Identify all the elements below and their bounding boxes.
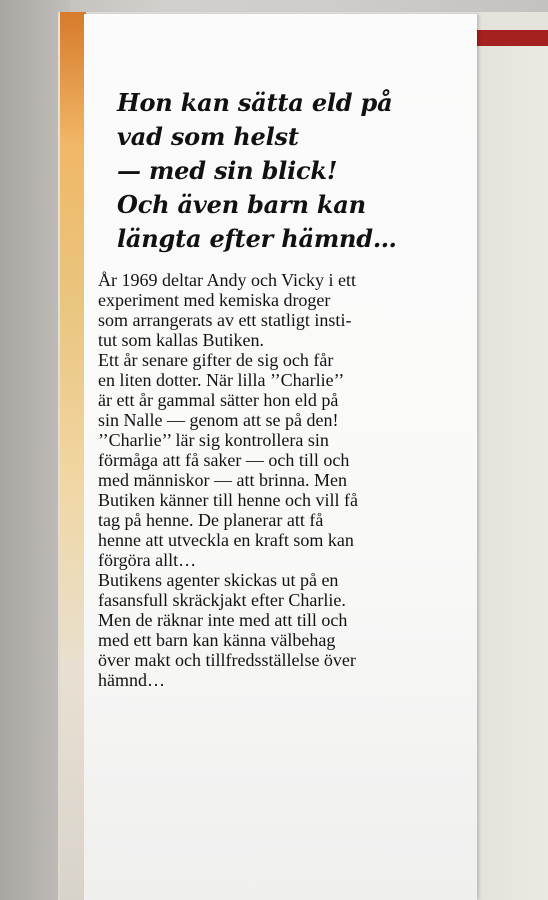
blurb-line: År 1969 deltar Andy och Vicky i ett xyxy=(98,270,357,290)
blurb-line: med ett barn kan känna välbehag xyxy=(98,630,336,650)
blurb-line: är ett år gammal sätter hon eld på xyxy=(98,390,339,410)
blurb-line: som arrangerats av ett statligt insti- xyxy=(98,310,352,330)
book-board-right xyxy=(477,46,548,900)
blurb-line: Butikens agenter skickas ut på en xyxy=(98,570,339,590)
blurb-line: förmåga att få saker — och till och xyxy=(98,450,350,470)
blurb-line: fasansfull skräckjakt efter Charlie. xyxy=(98,590,346,610)
blurb-line: henne att utveckla en kraft som kan xyxy=(98,530,354,550)
blurb-line: över makt och tillfredsställelse över xyxy=(98,650,356,670)
blurb-line: ’’Charlie’’ lär sig kontrollera sin xyxy=(98,430,329,450)
tagline-line-1: Hon kan sätta eld på xyxy=(117,88,393,117)
blurb-line: förgöra allt… xyxy=(98,550,197,570)
blurb-line: Butiken känner till henne och vill få xyxy=(98,490,358,510)
blurb-line: Ett år senare gifter de sig och får xyxy=(98,350,334,370)
tagline-line-3: — med sin blick! xyxy=(117,156,338,185)
blurb-line: Men de räknar inte med att till och xyxy=(98,610,348,630)
blurb-paragraph-4 xyxy=(98,570,432,690)
book-red-edge xyxy=(468,30,548,46)
tagline-line-4: Och även barn kan xyxy=(117,190,366,219)
tagline xyxy=(117,86,467,256)
blurb-text xyxy=(98,270,432,690)
blurb-line: experiment med kemiska droger xyxy=(98,290,331,310)
blurb-line: tag på henne. De planerar att få xyxy=(98,510,324,530)
blurb-line: med människor — att brinna. Men xyxy=(98,470,347,490)
tagline-line-2: vad som helst xyxy=(117,122,299,151)
blurb-line: sin Nalle — genom att se på den! xyxy=(98,410,339,430)
tagline-line-5: längta efter hämnd… xyxy=(117,224,397,253)
blurb-line: en liten dotter. När lilla ’’Charlie’’ xyxy=(98,370,345,390)
blurb-paragraph-1 xyxy=(98,270,432,350)
blurb-line: hämnd… xyxy=(98,670,165,690)
blurb-paragraph-2 xyxy=(98,350,432,430)
blurb-paragraph-3 xyxy=(98,430,432,570)
blurb-line: tut som kallas Butiken. xyxy=(98,330,264,350)
cover-strip-lower xyxy=(60,660,86,900)
cover-art-strip xyxy=(60,12,86,672)
